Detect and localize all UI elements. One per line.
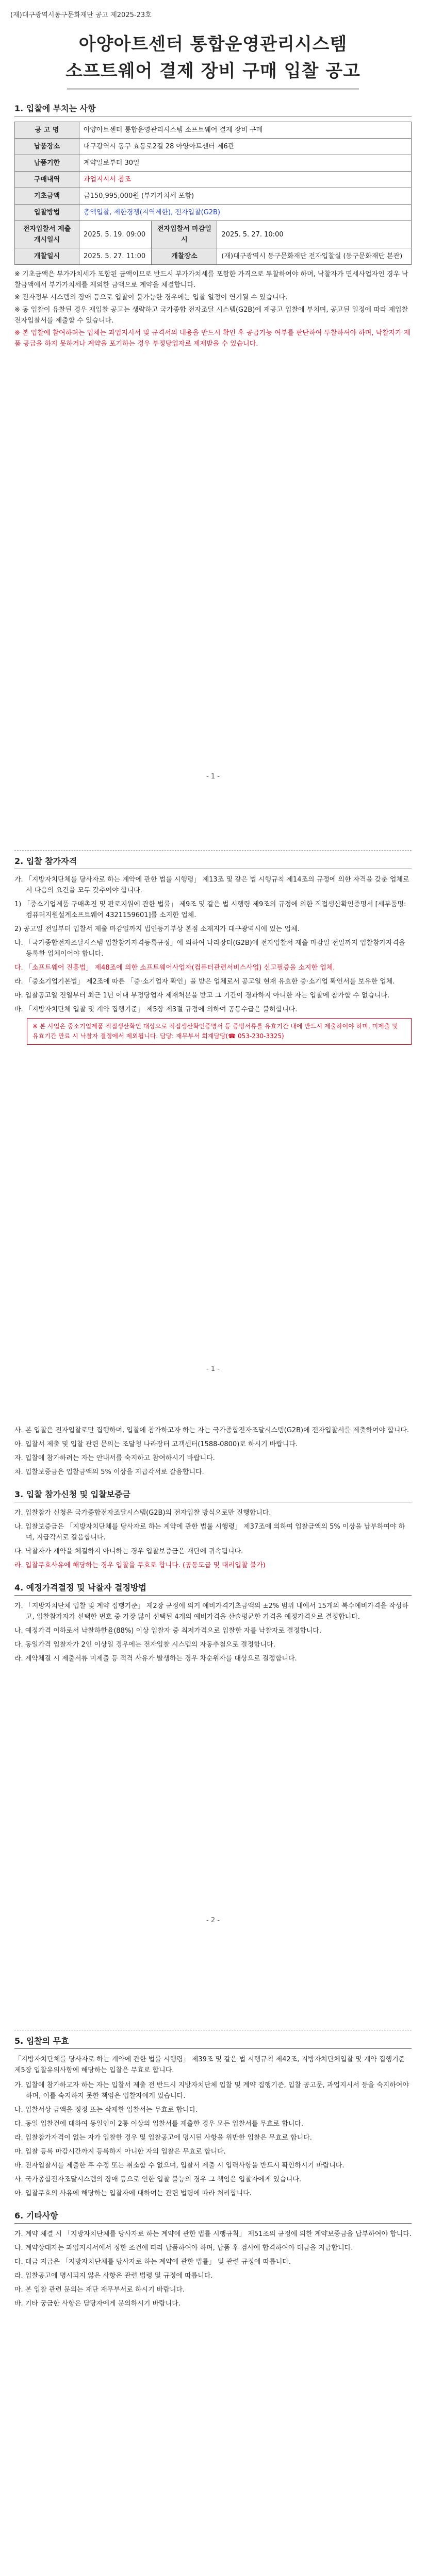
list-item: 다. 낙찰자가 계약을 체결하지 아니하는 경우 입찰보증금은 재단에 귀속됩니다. xyxy=(14,1548,243,1555)
table-row xyxy=(15,248,412,265)
row-label: 개찰일시 xyxy=(15,248,79,265)
section-heading: 2. 입찰 참가자격 xyxy=(14,856,412,869)
list-item: 가. 「지방자치단체 입찰 및 계약 집행기준」 제2장 규정에 의거 예비가격기초금액의 ±2% 범위 내에서 15개의 복수예비가격을 작성하고, 입찰참가자가 선택한 번호 중 가장 많이 선택된 4개의 예비가격을 산술평균한 가격을 예정가격으로 결정합니다. xyxy=(14,1602,408,1621)
row-label: 기초금액 xyxy=(15,188,79,205)
list-item: 라. 계약체결 시 제출서류 미제출 등 적격 사유가 발생하는 경우 차순위자를 대상으로 결정합니다. xyxy=(14,1655,297,1663)
table-row xyxy=(15,205,412,221)
list-item: 바. 기타 궁금한 사항은 담당자에게 문의하시기 바랍니다. xyxy=(14,2300,181,2308)
warning-box: ※ 본 사업은 중소기업제품 직접생산확인 대상으로 직접생산확인증명서 등 증빙서류를 유효기간 내에 반드시 제출하여야 하며, 미제출 및 유효기간 만료 시 낙찰자 결정에서 제외됩니다. 담당: 재무부서 회계담당(☎ 053-230-3325) xyxy=(27,1018,412,1045)
section-bid-items xyxy=(14,103,412,351)
list-item: 아. 입찰서 제출 및 입찰 관련 문의는 조달청 나라장터 고객센터(1588-0800)로 하시기 바랍니다. xyxy=(14,1440,298,1448)
row-value: 총액입찰, 제한경쟁(지역제한), 전자입찰(G2B) xyxy=(79,205,412,221)
list-item: 차. 입찰보증금은 입찰금액의 5% 이상을 지급각서로 갈음합니다. xyxy=(14,1468,204,1476)
section-intro: 「지방자치단체를 당사자로 하는 계약에 관한 법률 시행령」 제39조 및 같은 법 시행규칙 제42조, 지방자치단체입찰 및 계약 집행기준 제5장 입찰유의사항에 해당하는 입찰은 무효로 합니다. xyxy=(14,2056,405,2074)
row-label: 전자입찰서 마감일시 xyxy=(152,221,217,248)
section-heading: 4. 예정가격결정 및 낙찰자 결정방법 xyxy=(14,1582,412,1596)
document-number: (재)대구광역시동구문화재단 공고 제2025-23호 xyxy=(10,11,152,19)
table-row xyxy=(15,172,412,188)
table-row xyxy=(15,122,412,139)
row-value: 2025. 5. 27. 10:00 xyxy=(217,221,412,248)
list-item: 다. 동일가격 입찰자가 2인 이상일 경우에는 전자입찰 시스템의 자동추첨으로 결정합니다. xyxy=(14,1641,275,1649)
page-number: - 2 - xyxy=(206,1917,220,1924)
row-label: 개찰장소 xyxy=(152,248,217,265)
section-eligibility xyxy=(14,850,412,1048)
section-heading: 1. 입찰에 부치는 사항 xyxy=(14,103,412,116)
list-item: 가. 입찰에 참가하고자 하는 자는 입찰서 제출 전 반드시 지방자치단체 입찰 및 계약 집행기준, 입찰 공고문, 과업지시서 등을 숙지하여야 하며, 이를 숙지하지 못한 책임은 입찰자에게 있습니다. xyxy=(14,2081,409,2100)
list-item: 라. 입찰공고에 명시되지 않은 사항은 관련 법령 및 규정에 따릅니다. xyxy=(14,2272,213,2280)
row-label: 납품기한 xyxy=(15,155,79,172)
page-number: - 1 - xyxy=(206,1365,220,1373)
note-text-warning: ※ 본 입찰에 참여하려는 업체는 과업지시서 및 규격서의 내용을 반드시 확인 후 공급가능 여부를 판단하여 투찰하셔야 하며, 낙찰자가 제품 공급을 하지 못하거나 계약을 포기하는 경우 부정당업자로 제재받을 수 있습니다. xyxy=(14,329,411,348)
list-item: 나. 입찰보증금은 「지방자치단체를 당사자로 하는 계약에 관한 법률 시행령」 제37조에 의하여 입찰금액의 5% 이상을 납부하여야 하며, 지급각서로 갈음합니다. xyxy=(14,1523,405,1541)
notes xyxy=(14,269,412,349)
row-value: 2025. 5. 27. 11:00 xyxy=(79,248,152,265)
list-item: 나. 「국가종합전자조달시스템 입찰참가자격등록규정」에 의하여 나라장터(G2B)에 전자입찰서 제출 마감일 전일까지 입찰참가자격을 등록한 업체이어야 합니다. xyxy=(14,939,405,958)
procedure-list xyxy=(14,1425,412,1478)
list-item: 바. 전자입찰서를 제출한 후 수정 또는 취소할 수 없으며, 입찰서 제출 시 입력사항을 반드시 확인하시기 바랍니다. xyxy=(14,2162,345,2170)
row-value: 아양아트센터 통합운영관리시스템 소프트웨어 결제 장비 구매 xyxy=(79,122,412,139)
list-item: 가. 계약 체결 시 「지방자치단체를 당사자로 하는 계약에 관한 법률 시행규칙」 제51조의 규정에 의한 계약보증금을 납부하여야 합니다. xyxy=(14,2230,412,2238)
list-item: 바. 「지방자치단체 입찰 및 계약 집행기준」 제5장 제3절 규정에 의하여 공동수급은 불허합니다. xyxy=(14,1006,298,1013)
row-value: 과업지시서 참조 xyxy=(79,172,412,188)
note-text: ※ 전자정부 시스템의 장애 등으로 입찰이 불가능한 경우에는 입찰 일정이 연기될 수 있습니다. xyxy=(14,294,288,301)
row-value: 금150,995,000원 (부가가치세 포함) xyxy=(79,188,412,205)
note-text: ※ 기초금액은 부가가치세가 포함된 금액이므로 반드시 부가가치세를 포함한 가격으로 투찰하여야 하며, 낙찰자가 면세사업자인 경우 낙찰금액에서 부가가치세를 제외한 금액으로 계약을 체결합니다. xyxy=(14,270,408,289)
list-item: 사. 본 입찰은 전자입찰로만 집행하며, 입찰에 참가하고자 하는 자는 국가종합전자조달시스템(G2B)에 전자입찰서를 제출하여야 합니다. xyxy=(14,1427,409,1434)
title-line-2: 소프트웨어 결제 장비 구매 입찰 공고 xyxy=(65,61,361,81)
list-item: 나. 입찰서상 금액을 정정 또는 삭제한 입찰서는 무효로 합니다. xyxy=(14,2106,198,2114)
list-item: 아. 입찰무효의 사유에 해당하는 입찰자에 대하여는 관련 법령에 따라 처리합니다. xyxy=(14,2190,252,2197)
section-heading: 3. 입찰 참가신청 및 입찰보증금 xyxy=(14,1489,412,1502)
list-item: 가. 「지방자치단체를 당사자로 하는 계약에 관한 법률 시행령」 제13조 및 같은 법 시행규칙 제14조의 규정에 의한 자격을 갖춘 업체로서 다음의 요건을 모두 갖추어야 합니다. xyxy=(14,876,409,894)
list-item: 1) 「중소기업제품 구매촉진 및 판로지원에 관한 법률」 제9조 및 같은 법 시행령 제9조의 규정에 의한 직접생산확인증명서 [세부품명: 컴퓨터지원설계소프트웨어 4321159601]를 소지한 업체. xyxy=(14,901,406,919)
section-bid-procedure xyxy=(14,1422,412,1667)
title-block xyxy=(36,31,390,90)
section-invalid-bids xyxy=(14,2030,412,2312)
list-item: 라. 입찰무효사유에 해당하는 경우 입찰을 무효로 합니다. (공동도급 및 대리입찰 불가) xyxy=(14,1562,266,1569)
section-heading: 5. 입찰의 무효 xyxy=(14,2036,412,2049)
row-value: 대구광역시 동구 효동로2길 28 아양아트센터 제6관 xyxy=(79,139,412,155)
row-value: 계약일로부터 30일 xyxy=(79,155,412,172)
row-value: 2025. 5. 19. 09:00 xyxy=(79,221,152,248)
table-row xyxy=(15,188,412,205)
list-item: 다. 동일 입찰건에 대하여 동일인이 2통 이상의 입찰서를 제출한 경우 모든 입찰서를 무효로 합니다. xyxy=(14,2120,304,2128)
misc-list xyxy=(14,2229,412,2309)
row-value: (재)대구광역시 동구문화재단 전자입찰실 (동구문화재단 본관) xyxy=(217,248,412,265)
list-item: 자. 입찰에 참가하려는 자는 안내서를 숙지하고 참여하시기 바랍니다. xyxy=(14,1454,215,1462)
row-label: 공 고 명 xyxy=(15,122,79,139)
list-item: 가. 입찰참가 신청은 국가종합전자조달시스템(G2B)의 전자입찰 방식으로만 진행합니다. xyxy=(14,1509,271,1517)
bid-info-table xyxy=(14,122,412,265)
list-item: 마. 입찰공고일 전일부터 최근 1년 이내 부정당업자 제재처분을 받고 그 기간이 경과하지 아니한 자는 입찰에 참가할 수 없습니다. xyxy=(14,992,390,999)
table-row xyxy=(15,139,412,155)
list-item: 2) 공고일 전일부터 입찰서 제출 마감일까지 법인등기부상 본점 소재지가 대구광역시에 있는 업체. xyxy=(14,925,300,933)
list-item: 다. 대금 지급은 「지방자치단체를 당사자로 하는 계약에 관한 법률」 및 관련 규정에 따릅니다. xyxy=(14,2258,291,2266)
table-row xyxy=(15,155,412,172)
list-item: 마. 본 입찰 관련 문의는 재단 재무부서로 하시기 바랍니다. xyxy=(14,2286,185,2294)
eligibility-list xyxy=(14,874,412,1015)
list-item: 사. 국가종합전자조달시스템의 장애 등으로 인한 입찰 불능의 경우 그 책임은 입찰자에게 있습니다. xyxy=(14,2176,302,2183)
list-item: 라. 입찰참가자격이 없는 자가 입찰한 경우 및 입찰공고에 명시된 사항을 위반한 입찰은 무효로 합니다. xyxy=(14,2134,312,2142)
list-item: 나. 계약상대자는 과업지시서에서 정한 조건에 따라 납품하여야 하며, 납품 후 검사에 합격하여야 대금을 지급합니다. xyxy=(14,2244,353,2252)
list-item: 나. 예정가격 이하로서 낙찰하한율(88%) 이상 입찰자 중 최저가격으로 입찰한 자를 낙찰자로 결정합니다. xyxy=(14,1627,322,1635)
row-label: 입찰방법 xyxy=(15,205,79,221)
section-heading: 6. 기타사항 xyxy=(14,2210,412,2224)
page-number: - 1 - xyxy=(206,773,220,781)
list-item: 라. 「중소기업기본법」 제2조에 따른 「중·소기업자 확인」을 받은 업체로서 공고일 현재 유효한 중·소기업 확인서를 보유한 업체. xyxy=(14,978,395,986)
row-label: 전자입찰서 제출 개시일시 xyxy=(15,221,79,248)
divider xyxy=(14,850,412,851)
row-label: 구매내역 xyxy=(15,172,79,188)
award-list xyxy=(14,1601,412,1664)
invalid-list xyxy=(14,2080,412,2199)
list-item: 다. 「소프트웨어 진흥법」 제48조에 의한 소프트웨어사업자(컴퓨터관련서비스사업) 신고필증을 소지한 업체. xyxy=(14,964,335,972)
title-line-1: 아양아트센터 통합운영관리시스템 xyxy=(78,34,348,55)
row-label: 납품장소 xyxy=(15,139,79,155)
list-item: 마. 입찰 등록 마감시간까지 등록하지 아니한 자의 입찰은 무효로 합니다. xyxy=(14,2148,226,2156)
title-rule xyxy=(67,89,359,90)
deposit-list xyxy=(14,1507,412,1571)
note-text: ※ 동 입찰이 유찰된 경우 재입찰 공고는 생략하고 국가종합 전자조달 시스템(G2B)에 재공고 입찰에 부치며, 공고된 일정에 따라 재입찰 전자입찰서를 제출할 수 있습니다. xyxy=(14,306,408,325)
table-row xyxy=(15,221,412,248)
